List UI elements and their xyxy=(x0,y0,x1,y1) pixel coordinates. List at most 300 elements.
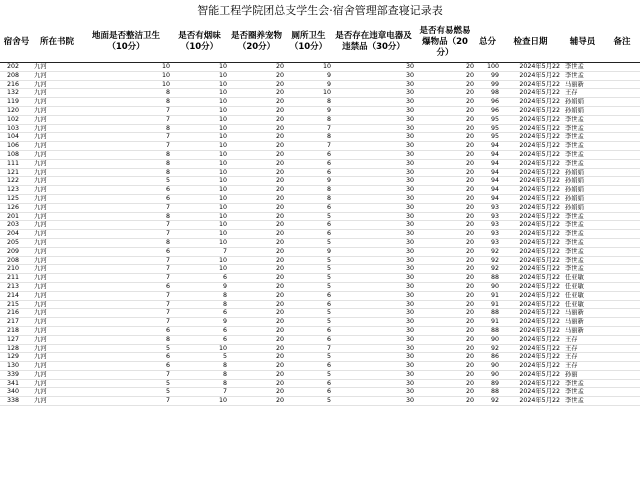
cell-appliance: 30 xyxy=(332,238,415,247)
cell-date: 2024年5月22 xyxy=(500,115,561,124)
cell-appliance: 30 xyxy=(332,265,415,274)
cell-date: 2024年5月22 xyxy=(500,256,561,265)
cell-floor: 7 xyxy=(81,106,171,115)
table-row xyxy=(0,159,640,168)
header-yard: 所在书院 xyxy=(33,22,81,63)
cell-floor: 10 xyxy=(81,71,171,80)
cell-flammable: 20 xyxy=(415,247,475,256)
cell-appliance: 30 xyxy=(332,326,415,335)
cell-yard: 九河 xyxy=(33,388,81,397)
cell-pet: 20 xyxy=(228,370,285,379)
cell-total: 94 xyxy=(475,194,500,203)
cell-remark xyxy=(604,63,640,72)
header-floor: 地面是否整洁卫生（10分） xyxy=(81,22,171,63)
cell-floor: 8 xyxy=(81,335,171,344)
cell-toilet: 6 xyxy=(285,291,332,300)
table-row xyxy=(0,309,640,318)
table-row xyxy=(0,168,640,177)
cell-appliance: 30 xyxy=(332,142,415,151)
cell-pet: 20 xyxy=(228,291,285,300)
cell-remark xyxy=(604,291,640,300)
cell-room: 215 xyxy=(0,300,33,309)
cell-counselor: 李世孟 xyxy=(561,230,604,239)
cell-appliance: 30 xyxy=(332,177,415,186)
cell-appliance: 30 xyxy=(332,115,415,124)
cell-toilet: 9 xyxy=(285,80,332,89)
cell-floor: 6 xyxy=(81,194,171,203)
header-smoke: 是否有烟味（10分） xyxy=(171,22,228,63)
cell-toilet: 5 xyxy=(285,309,332,318)
cell-flammable: 20 xyxy=(415,89,475,98)
cell-appliance: 30 xyxy=(332,203,415,212)
cell-floor: 6 xyxy=(81,353,171,362)
cell-floor: 6 xyxy=(81,282,171,291)
cell-room: 104 xyxy=(0,133,33,142)
cell-total: 94 xyxy=(475,150,500,159)
cell-toilet: 6 xyxy=(285,221,332,230)
cell-date: 2024年5月22 xyxy=(500,397,561,406)
cell-date: 2024年5月22 xyxy=(500,335,561,344)
cell-room: 119 xyxy=(0,98,33,107)
cell-floor: 5 xyxy=(81,388,171,397)
cell-floor: 7 xyxy=(81,397,171,406)
cell-remark xyxy=(604,98,640,107)
cell-remark xyxy=(604,142,640,151)
cell-smoke: 6 xyxy=(171,309,228,318)
cell-toilet: 6 xyxy=(285,379,332,388)
cell-smoke: 6 xyxy=(171,274,228,283)
table-row xyxy=(0,326,640,335)
cell-room: 340 xyxy=(0,388,33,397)
cell-smoke: 10 xyxy=(171,98,228,107)
table-row xyxy=(0,203,640,212)
cell-smoke: 10 xyxy=(171,177,228,186)
cell-date: 2024年5月22 xyxy=(500,150,561,159)
cell-room: 126 xyxy=(0,203,33,212)
cell-date: 2024年5月22 xyxy=(500,71,561,80)
cell-toilet: 6 xyxy=(285,326,332,335)
cell-toilet: 6 xyxy=(285,203,332,212)
cell-counselor: 任亚敏 xyxy=(561,300,604,309)
cell-smoke: 6 xyxy=(171,335,228,344)
cell-yard: 九河 xyxy=(33,230,81,239)
cell-appliance: 30 xyxy=(332,335,415,344)
cell-counselor: 孙娟娟 xyxy=(561,98,604,107)
cell-flammable: 20 xyxy=(415,344,475,353)
cell-room: 123 xyxy=(0,186,33,195)
cell-toilet: 7 xyxy=(285,344,332,353)
cell-yard: 九河 xyxy=(33,291,81,300)
cell-room: 201 xyxy=(0,212,33,221)
cell-pet: 20 xyxy=(228,300,285,309)
cell-smoke: 10 xyxy=(171,106,228,115)
cell-toilet: 6 xyxy=(285,159,332,168)
cell-floor: 8 xyxy=(81,159,171,168)
cell-pet: 20 xyxy=(228,274,285,283)
cell-appliance: 30 xyxy=(332,159,415,168)
cell-yard: 九河 xyxy=(33,186,81,195)
cell-yard: 九河 xyxy=(33,177,81,186)
cell-toilet: 5 xyxy=(285,212,332,221)
cell-total: 93 xyxy=(475,203,500,212)
cell-total: 96 xyxy=(475,106,500,115)
cell-remark xyxy=(604,362,640,371)
cell-counselor: 王存 xyxy=(561,353,604,362)
table-row xyxy=(0,238,640,247)
cell-counselor: 孙娟娟 xyxy=(561,194,604,203)
cell-floor: 7 xyxy=(81,300,171,309)
cell-yard: 九河 xyxy=(33,115,81,124)
cell-remark xyxy=(604,388,640,397)
cell-room: 205 xyxy=(0,238,33,247)
cell-appliance: 30 xyxy=(332,247,415,256)
cell-total: 94 xyxy=(475,142,500,151)
cell-remark xyxy=(604,177,640,186)
cell-floor: 5 xyxy=(81,379,171,388)
cell-smoke: 9 xyxy=(171,282,228,291)
table-row xyxy=(0,291,640,300)
cell-room: 338 xyxy=(0,397,33,406)
cell-flammable: 20 xyxy=(415,282,475,291)
table-row xyxy=(0,230,640,239)
cell-smoke: 10 xyxy=(171,194,228,203)
cell-toilet: 8 xyxy=(285,115,332,124)
cell-date: 2024年5月22 xyxy=(500,194,561,203)
table-row xyxy=(0,63,640,72)
cell-toilet: 10 xyxy=(285,89,332,98)
cell-appliance: 30 xyxy=(332,71,415,80)
cell-floor: 7 xyxy=(81,274,171,283)
cell-date: 2024年5月22 xyxy=(500,362,561,371)
cell-remark xyxy=(604,282,640,291)
cell-counselor: 李世孟 xyxy=(561,265,604,274)
cell-floor: 7 xyxy=(81,291,171,300)
cell-date: 2024年5月22 xyxy=(500,388,561,397)
cell-remark xyxy=(604,397,640,406)
cell-flammable: 20 xyxy=(415,370,475,379)
cell-date: 2024年5月22 xyxy=(500,379,561,388)
cell-date: 2024年5月22 xyxy=(500,142,561,151)
cell-total: 99 xyxy=(475,71,500,80)
cell-floor: 10 xyxy=(81,80,171,89)
cell-appliance: 30 xyxy=(332,89,415,98)
cell-pet: 20 xyxy=(228,282,285,291)
cell-pet: 20 xyxy=(228,362,285,371)
table-row xyxy=(0,282,640,291)
cell-floor: 8 xyxy=(81,150,171,159)
cell-toilet: 8 xyxy=(285,194,332,203)
cell-date: 2024年5月22 xyxy=(500,133,561,142)
cell-toilet: 10 xyxy=(285,63,332,72)
cell-total: 88 xyxy=(475,388,500,397)
cell-appliance: 30 xyxy=(332,291,415,300)
cell-flammable: 20 xyxy=(415,168,475,177)
cell-toilet: 7 xyxy=(285,124,332,133)
cell-room: 218 xyxy=(0,326,33,335)
table-row xyxy=(0,142,640,151)
cell-pet: 20 xyxy=(228,238,285,247)
cell-appliance: 30 xyxy=(332,124,415,133)
cell-total: 88 xyxy=(475,309,500,318)
cell-yard: 九河 xyxy=(33,309,81,318)
cell-flammable: 20 xyxy=(415,177,475,186)
cell-toilet: 9 xyxy=(285,106,332,115)
cell-floor: 10 xyxy=(81,63,171,72)
cell-date: 2024年5月22 xyxy=(500,159,561,168)
cell-flammable: 20 xyxy=(415,63,475,72)
cell-room: 128 xyxy=(0,344,33,353)
cell-floor: 5 xyxy=(81,177,171,186)
cell-floor: 7 xyxy=(81,203,171,212)
cell-room: 216 xyxy=(0,80,33,89)
cell-smoke: 10 xyxy=(171,238,228,247)
cell-pet: 20 xyxy=(228,80,285,89)
cell-counselor: 王存 xyxy=(561,335,604,344)
cell-room: 210 xyxy=(0,265,33,274)
cell-appliance: 30 xyxy=(332,133,415,142)
cell-total: 89 xyxy=(475,379,500,388)
cell-counselor: 孙丽 xyxy=(561,370,604,379)
cell-counselor: 王存 xyxy=(561,344,604,353)
cell-flammable: 20 xyxy=(415,115,475,124)
cell-smoke: 10 xyxy=(171,203,228,212)
cell-total: 96 xyxy=(475,98,500,107)
cell-yard: 九河 xyxy=(33,71,81,80)
cell-remark xyxy=(604,71,640,80)
cell-total: 92 xyxy=(475,256,500,265)
cell-floor: 5 xyxy=(81,344,171,353)
cell-toilet: 6 xyxy=(285,335,332,344)
cell-remark xyxy=(604,194,640,203)
cell-floor: 6 xyxy=(81,186,171,195)
cell-yard: 九河 xyxy=(33,353,81,362)
table-row xyxy=(0,388,640,397)
cell-toilet: 8 xyxy=(285,186,332,195)
cell-smoke: 10 xyxy=(171,159,228,168)
cell-date: 2024年5月22 xyxy=(500,63,561,72)
cell-appliance: 30 xyxy=(332,300,415,309)
cell-total: 91 xyxy=(475,300,500,309)
cell-counselor: 李世孟 xyxy=(561,256,604,265)
cell-yard: 九河 xyxy=(33,150,81,159)
cell-smoke: 10 xyxy=(171,230,228,239)
cell-date: 2024年5月22 xyxy=(500,353,561,362)
cell-pet: 20 xyxy=(228,124,285,133)
cell-pet: 20 xyxy=(228,150,285,159)
cell-appliance: 30 xyxy=(332,309,415,318)
cell-flammable: 20 xyxy=(415,309,475,318)
cell-total: 90 xyxy=(475,362,500,371)
cell-flammable: 20 xyxy=(415,256,475,265)
header-remark: 备注 xyxy=(604,22,640,63)
cell-appliance: 30 xyxy=(332,150,415,159)
cell-counselor: 李世孟 xyxy=(561,124,604,133)
cell-room: 108 xyxy=(0,150,33,159)
cell-appliance: 30 xyxy=(332,397,415,406)
cell-smoke: 7 xyxy=(171,388,228,397)
cell-room: 211 xyxy=(0,274,33,283)
cell-yard: 九河 xyxy=(33,300,81,309)
cell-counselor: 马丽新 xyxy=(561,326,604,335)
table-row xyxy=(0,397,640,406)
cell-total: 93 xyxy=(475,230,500,239)
table-row xyxy=(0,221,640,230)
cell-flammable: 20 xyxy=(415,379,475,388)
cell-pet: 20 xyxy=(228,89,285,98)
header-flammable: 是否有易燃易爆物品（20分） xyxy=(415,22,475,63)
cell-toilet: 5 xyxy=(285,274,332,283)
cell-total: 95 xyxy=(475,133,500,142)
cell-floor: 7 xyxy=(81,309,171,318)
cell-pet: 20 xyxy=(228,379,285,388)
cell-appliance: 30 xyxy=(332,194,415,203)
cell-appliance: 30 xyxy=(332,186,415,195)
cell-counselor: 李世孟 xyxy=(561,71,604,80)
table-row xyxy=(0,300,640,309)
cell-counselor: 李世孟 xyxy=(561,133,604,142)
page-title: 智能工程学院团总支学生会·宿舍管理部查寝记录表 xyxy=(197,4,443,17)
cell-total: 95 xyxy=(475,124,500,133)
cell-total: 99 xyxy=(475,80,500,89)
table-row xyxy=(0,124,640,133)
cell-pet: 20 xyxy=(228,98,285,107)
cell-yard: 九河 xyxy=(33,212,81,221)
cell-smoke: 10 xyxy=(171,150,228,159)
cell-yard: 九河 xyxy=(33,89,81,98)
cell-room: 111 xyxy=(0,159,33,168)
cell-floor: 7 xyxy=(81,318,171,327)
cell-room: 208 xyxy=(0,256,33,265)
cell-total: 91 xyxy=(475,318,500,327)
cell-floor: 7 xyxy=(81,256,171,265)
cell-counselor: 李世孟 xyxy=(561,159,604,168)
cell-remark xyxy=(604,256,640,265)
cell-yard: 九河 xyxy=(33,274,81,283)
cell-yard: 九河 xyxy=(33,133,81,142)
cell-room: 203 xyxy=(0,221,33,230)
cell-pet: 20 xyxy=(228,335,285,344)
cell-remark xyxy=(604,212,640,221)
table-row xyxy=(0,379,640,388)
cell-room: 214 xyxy=(0,291,33,300)
table-row xyxy=(0,89,640,98)
cell-smoke: 10 xyxy=(171,71,228,80)
cell-date: 2024年5月22 xyxy=(500,221,561,230)
cell-date: 2024年5月22 xyxy=(500,203,561,212)
cell-smoke: 7 xyxy=(171,247,228,256)
cell-yard: 九河 xyxy=(33,142,81,151)
cell-date: 2024年5月22 xyxy=(500,212,561,221)
cell-pet: 20 xyxy=(228,115,285,124)
cell-counselor: 李世孟 xyxy=(561,150,604,159)
cell-yard: 九河 xyxy=(33,221,81,230)
cell-pet: 20 xyxy=(228,230,285,239)
cell-pet: 20 xyxy=(228,221,285,230)
cell-remark xyxy=(604,115,640,124)
cell-remark xyxy=(604,344,640,353)
cell-total: 90 xyxy=(475,335,500,344)
cell-counselor: 李世孟 xyxy=(561,115,604,124)
cell-room: 132 xyxy=(0,89,33,98)
cell-counselor: 孙娟娟 xyxy=(561,177,604,186)
cell-pet: 20 xyxy=(228,186,285,195)
cell-total: 92 xyxy=(475,397,500,406)
cell-pet: 20 xyxy=(228,159,285,168)
cell-date: 2024年5月22 xyxy=(500,318,561,327)
cell-smoke: 10 xyxy=(171,168,228,177)
cell-room: 121 xyxy=(0,168,33,177)
cell-counselor: 孙娟娟 xyxy=(561,186,604,195)
cell-total: 100 xyxy=(475,63,500,72)
cell-pet: 20 xyxy=(228,133,285,142)
cell-flammable: 20 xyxy=(415,106,475,115)
cell-smoke: 10 xyxy=(171,80,228,89)
cell-appliance: 30 xyxy=(332,106,415,115)
cell-yard: 九河 xyxy=(33,318,81,327)
cell-toilet: 6 xyxy=(285,362,332,371)
cell-smoke: 10 xyxy=(171,221,228,230)
cell-floor: 8 xyxy=(81,98,171,107)
cell-total: 88 xyxy=(475,274,500,283)
cell-remark xyxy=(604,370,640,379)
header-row xyxy=(0,22,640,63)
cell-flammable: 20 xyxy=(415,159,475,168)
cell-smoke: 10 xyxy=(171,133,228,142)
cell-smoke: 8 xyxy=(171,362,228,371)
cell-total: 92 xyxy=(475,344,500,353)
cell-toilet: 9 xyxy=(285,247,332,256)
cell-date: 2024年5月22 xyxy=(500,98,561,107)
cell-pet: 20 xyxy=(228,265,285,274)
cell-toilet: 5 xyxy=(285,318,332,327)
cell-smoke: 6 xyxy=(171,326,228,335)
cell-total: 94 xyxy=(475,186,500,195)
cell-flammable: 20 xyxy=(415,124,475,133)
cell-toilet: 5 xyxy=(285,353,332,362)
cell-date: 2024年5月22 xyxy=(500,326,561,335)
cell-counselor: 马丽新 xyxy=(561,309,604,318)
cell-date: 2024年5月22 xyxy=(500,300,561,309)
table-row xyxy=(0,362,640,371)
cell-pet: 20 xyxy=(228,194,285,203)
cell-pet: 20 xyxy=(228,212,285,221)
table-row xyxy=(0,353,640,362)
cell-room: 106 xyxy=(0,142,33,151)
cell-remark xyxy=(604,265,640,274)
cell-flammable: 20 xyxy=(415,212,475,221)
cell-remark xyxy=(604,353,640,362)
cell-yard: 九河 xyxy=(33,106,81,115)
cell-floor: 7 xyxy=(81,221,171,230)
table-row xyxy=(0,177,640,186)
cell-remark xyxy=(604,106,640,115)
cell-date: 2024年5月22 xyxy=(500,230,561,239)
cell-pet: 20 xyxy=(228,326,285,335)
cell-floor: 6 xyxy=(81,247,171,256)
cell-flammable: 20 xyxy=(415,265,475,274)
cell-remark xyxy=(604,274,640,283)
cell-total: 92 xyxy=(475,265,500,274)
cell-appliance: 30 xyxy=(332,362,415,371)
header-date: 检查日期 xyxy=(500,22,561,63)
table-row xyxy=(0,274,640,283)
cell-remark xyxy=(604,133,640,142)
cell-appliance: 30 xyxy=(332,221,415,230)
cell-appliance: 30 xyxy=(332,370,415,379)
cell-toilet: 9 xyxy=(285,71,332,80)
cell-remark xyxy=(604,247,640,256)
cell-smoke: 10 xyxy=(171,186,228,195)
